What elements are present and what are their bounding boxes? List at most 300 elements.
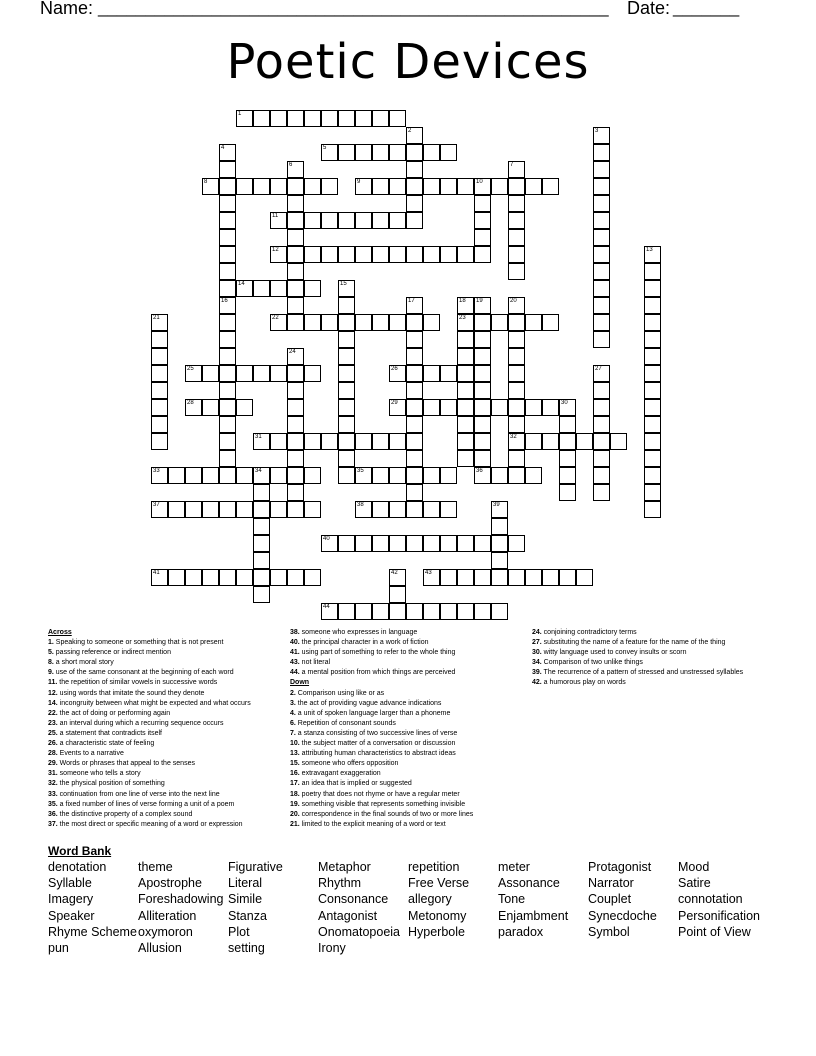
- grid-cell[interactable]: [253, 110, 270, 127]
- grid-cell[interactable]: [389, 144, 406, 161]
- grid-cell[interactable]: [406, 416, 423, 433]
- grid-cell[interactable]: [355, 467, 372, 484]
- grid-cell[interactable]: [474, 195, 491, 212]
- grid-cell[interactable]: [338, 212, 355, 229]
- grid-cell[interactable]: [440, 365, 457, 382]
- grid-cell[interactable]: [644, 297, 661, 314]
- grid-cell[interactable]: [406, 348, 423, 365]
- grid-cell[interactable]: [151, 331, 168, 348]
- grid-cell[interactable]: [253, 501, 270, 518]
- grid-cell[interactable]: [491, 178, 508, 195]
- grid-cell[interactable]: [151, 382, 168, 399]
- grid-cell[interactable]: [593, 297, 610, 314]
- grid-cell[interactable]: [508, 229, 525, 246]
- grid-cell[interactable]: [593, 433, 610, 450]
- grid-cell[interactable]: [508, 450, 525, 467]
- grid-cell[interactable]: [508, 416, 525, 433]
- grid-cell[interactable]: [287, 110, 304, 127]
- grid-cell[interactable]: [372, 433, 389, 450]
- grid-cell[interactable]: [355, 535, 372, 552]
- grid-cell[interactable]: [321, 603, 338, 620]
- name-field[interactable]: ______________________________________________________: [98, 0, 609, 17]
- grid-cell[interactable]: [508, 297, 525, 314]
- grid-cell[interactable]: [474, 212, 491, 229]
- grid-cell[interactable]: [593, 365, 610, 382]
- grid-cell[interactable]: [321, 212, 338, 229]
- grid-cell[interactable]: [644, 501, 661, 518]
- grid-cell[interactable]: [338, 365, 355, 382]
- grid-cell[interactable]: [253, 365, 270, 382]
- grid-cell[interactable]: [644, 433, 661, 450]
- grid-cell[interactable]: [542, 399, 559, 416]
- grid-cell[interactable]: [491, 518, 508, 535]
- grid-cell[interactable]: [508, 178, 525, 195]
- grid-cell[interactable]: [304, 569, 321, 586]
- grid-cell[interactable]: [219, 212, 236, 229]
- grid-cell[interactable]: [457, 348, 474, 365]
- grid-cell[interactable]: [219, 331, 236, 348]
- grid-cell[interactable]: [457, 569, 474, 586]
- grid-cell[interactable]: [304, 365, 321, 382]
- grid-cell[interactable]: [525, 467, 542, 484]
- grid-cell[interactable]: [406, 161, 423, 178]
- grid-cell[interactable]: [491, 314, 508, 331]
- grid-cell[interactable]: [355, 246, 372, 263]
- grid-cell[interactable]: [389, 467, 406, 484]
- grid-cell[interactable]: [406, 450, 423, 467]
- grid-cell[interactable]: [185, 569, 202, 586]
- grid-cell[interactable]: [491, 552, 508, 569]
- grid-cell[interactable]: [644, 484, 661, 501]
- grid-cell[interactable]: [423, 569, 440, 586]
- grid-cell[interactable]: [185, 501, 202, 518]
- grid-cell[interactable]: [372, 501, 389, 518]
- grid-cell[interactable]: [542, 314, 559, 331]
- grid-cell[interactable]: [372, 144, 389, 161]
- grid-cell[interactable]: [253, 535, 270, 552]
- grid-cell[interactable]: [389, 314, 406, 331]
- grid-cell[interactable]: [457, 178, 474, 195]
- grid-cell[interactable]: [593, 161, 610, 178]
- grid-cell[interactable]: [372, 535, 389, 552]
- grid-cell[interactable]: [270, 212, 287, 229]
- grid-cell[interactable]: [219, 399, 236, 416]
- grid-cell[interactable]: [219, 365, 236, 382]
- grid-cell[interactable]: [321, 110, 338, 127]
- grid-cell[interactable]: [542, 178, 559, 195]
- grid-cell[interactable]: [287, 246, 304, 263]
- grid-cell[interactable]: [559, 484, 576, 501]
- grid-cell[interactable]: [270, 365, 287, 382]
- grid-cell[interactable]: [423, 246, 440, 263]
- grid-cell[interactable]: [287, 348, 304, 365]
- grid-cell[interactable]: [338, 535, 355, 552]
- grid-cell[interactable]: [440, 144, 457, 161]
- grid-cell[interactable]: [525, 399, 542, 416]
- grid-cell[interactable]: [593, 280, 610, 297]
- grid-cell[interactable]: [338, 382, 355, 399]
- grid-cell[interactable]: [593, 314, 610, 331]
- grid-cell[interactable]: [423, 501, 440, 518]
- grid-cell[interactable]: [593, 127, 610, 144]
- grid-cell[interactable]: [338, 144, 355, 161]
- grid-cell[interactable]: [253, 518, 270, 535]
- grid-cell[interactable]: [508, 399, 525, 416]
- grid-cell[interactable]: [389, 399, 406, 416]
- grid-cell[interactable]: [219, 382, 236, 399]
- grid-cell[interactable]: [372, 178, 389, 195]
- grid-cell[interactable]: [287, 178, 304, 195]
- grid-cell[interactable]: [593, 263, 610, 280]
- grid-cell[interactable]: [406, 382, 423, 399]
- grid-cell[interactable]: [236, 178, 253, 195]
- grid-cell[interactable]: [457, 399, 474, 416]
- grid-cell[interactable]: [440, 399, 457, 416]
- grid-cell[interactable]: [593, 450, 610, 467]
- grid-cell[interactable]: [644, 348, 661, 365]
- grid-cell[interactable]: [321, 314, 338, 331]
- grid-cell[interactable]: [474, 178, 491, 195]
- grid-cell[interactable]: [576, 569, 593, 586]
- grid-cell[interactable]: [304, 110, 321, 127]
- grid-cell[interactable]: [508, 314, 525, 331]
- grid-cell[interactable]: [474, 348, 491, 365]
- grid-cell[interactable]: [474, 467, 491, 484]
- grid-cell[interactable]: [457, 433, 474, 450]
- grid-cell[interactable]: [389, 246, 406, 263]
- grid-cell[interactable]: [304, 178, 321, 195]
- grid-cell[interactable]: [593, 382, 610, 399]
- grid-cell[interactable]: [219, 416, 236, 433]
- grid-cell[interactable]: [253, 552, 270, 569]
- grid-cell[interactable]: [202, 399, 219, 416]
- grid-cell[interactable]: [219, 467, 236, 484]
- grid-cell[interactable]: [508, 263, 525, 280]
- grid-cell[interactable]: [270, 280, 287, 297]
- grid-cell[interactable]: [287, 263, 304, 280]
- grid-cell[interactable]: [219, 297, 236, 314]
- grid-cell[interactable]: [355, 212, 372, 229]
- grid-cell[interactable]: [202, 569, 219, 586]
- grid-cell[interactable]: [338, 297, 355, 314]
- grid-cell[interactable]: [593, 144, 610, 161]
- grid-cell[interactable]: [287, 416, 304, 433]
- grid-cell[interactable]: [321, 144, 338, 161]
- grid-cell[interactable]: [508, 467, 525, 484]
- grid-cell[interactable]: [253, 586, 270, 603]
- grid-cell[interactable]: [151, 433, 168, 450]
- grid-cell[interactable]: [168, 467, 185, 484]
- grid-cell[interactable]: [321, 246, 338, 263]
- grid-cell[interactable]: [593, 331, 610, 348]
- grid-cell[interactable]: [253, 467, 270, 484]
- grid-cell[interactable]: [372, 110, 389, 127]
- grid-cell[interactable]: [338, 314, 355, 331]
- grid-cell[interactable]: [559, 433, 576, 450]
- grid-cell[interactable]: [457, 603, 474, 620]
- grid-cell[interactable]: [338, 603, 355, 620]
- grid-cell[interactable]: [372, 212, 389, 229]
- grid-cell[interactable]: [287, 484, 304, 501]
- grid-cell[interactable]: [474, 365, 491, 382]
- grid-cell[interactable]: [491, 399, 508, 416]
- grid-cell[interactable]: [219, 229, 236, 246]
- grid-cell[interactable]: [474, 331, 491, 348]
- grid-cell[interactable]: [219, 569, 236, 586]
- grid-cell[interactable]: [338, 416, 355, 433]
- grid-cell[interactable]: [270, 314, 287, 331]
- grid-cell[interactable]: [236, 280, 253, 297]
- grid-cell[interactable]: [304, 280, 321, 297]
- grid-cell[interactable]: [372, 467, 389, 484]
- grid-cell[interactable]: [338, 246, 355, 263]
- grid-cell[interactable]: [406, 314, 423, 331]
- grid-cell[interactable]: [236, 467, 253, 484]
- grid-cell[interactable]: [287, 433, 304, 450]
- grid-cell[interactable]: [304, 314, 321, 331]
- grid-cell[interactable]: [559, 399, 576, 416]
- grid-cell[interactable]: [321, 535, 338, 552]
- grid-cell[interactable]: [270, 110, 287, 127]
- grid-cell[interactable]: [338, 450, 355, 467]
- grid-cell[interactable]: [151, 314, 168, 331]
- grid-cell[interactable]: [185, 399, 202, 416]
- grid-cell[interactable]: [474, 416, 491, 433]
- grid-cell[interactable]: [219, 263, 236, 280]
- grid-cell[interactable]: [270, 501, 287, 518]
- grid-cell[interactable]: [593, 246, 610, 263]
- grid-cell[interactable]: [406, 433, 423, 450]
- grid-cell[interactable]: [644, 450, 661, 467]
- grid-cell[interactable]: [338, 331, 355, 348]
- grid-cell[interactable]: [270, 467, 287, 484]
- grid-cell[interactable]: [287, 314, 304, 331]
- grid-cell[interactable]: [219, 450, 236, 467]
- grid-cell[interactable]: [542, 433, 559, 450]
- grid-cell[interactable]: [253, 433, 270, 450]
- grid-cell[interactable]: [406, 399, 423, 416]
- grid-cell[interactable]: [389, 586, 406, 603]
- grid-cell[interactable]: [644, 416, 661, 433]
- grid-cell[interactable]: [372, 603, 389, 620]
- grid-cell[interactable]: [219, 195, 236, 212]
- grid-cell[interactable]: [525, 314, 542, 331]
- grid-cell[interactable]: [423, 467, 440, 484]
- grid-cell[interactable]: [389, 603, 406, 620]
- grid-cell[interactable]: [491, 603, 508, 620]
- grid-cell[interactable]: [542, 569, 559, 586]
- grid-cell[interactable]: [270, 178, 287, 195]
- grid-cell[interactable]: [474, 569, 491, 586]
- grid-cell[interactable]: [168, 501, 185, 518]
- grid-cell[interactable]: [389, 212, 406, 229]
- grid-cell[interactable]: [406, 603, 423, 620]
- grid-cell[interactable]: [219, 178, 236, 195]
- grid-cell[interactable]: [219, 144, 236, 161]
- grid-cell[interactable]: [406, 365, 423, 382]
- grid-cell[interactable]: [423, 314, 440, 331]
- grid-cell[interactable]: [644, 365, 661, 382]
- grid-cell[interactable]: [593, 212, 610, 229]
- grid-cell[interactable]: [151, 348, 168, 365]
- grid-cell[interactable]: [372, 246, 389, 263]
- grid-cell[interactable]: [236, 399, 253, 416]
- grid-cell[interactable]: [287, 280, 304, 297]
- grid-cell[interactable]: [253, 484, 270, 501]
- grid-cell[interactable]: [508, 348, 525, 365]
- grid-cell[interactable]: [355, 314, 372, 331]
- grid-cell[interactable]: [389, 501, 406, 518]
- grid-cell[interactable]: [508, 382, 525, 399]
- grid-cell[interactable]: [355, 433, 372, 450]
- grid-cell[interactable]: [423, 365, 440, 382]
- grid-cell[interactable]: [508, 433, 525, 450]
- grid-cell[interactable]: [525, 569, 542, 586]
- grid-cell[interactable]: [389, 535, 406, 552]
- grid-cell[interactable]: [508, 569, 525, 586]
- grid-cell[interactable]: [474, 229, 491, 246]
- grid-cell[interactable]: [406, 178, 423, 195]
- grid-cell[interactable]: [593, 399, 610, 416]
- grid-cell[interactable]: [423, 178, 440, 195]
- grid-cell[interactable]: [219, 246, 236, 263]
- grid-cell[interactable]: [644, 331, 661, 348]
- grid-cell[interactable]: [219, 348, 236, 365]
- grid-cell[interactable]: [457, 416, 474, 433]
- grid-cell[interactable]: [474, 382, 491, 399]
- grid-cell[interactable]: [287, 467, 304, 484]
- grid-cell[interactable]: [508, 161, 525, 178]
- grid-cell[interactable]: [270, 246, 287, 263]
- grid-cell[interactable]: [406, 297, 423, 314]
- grid-cell[interactable]: [406, 144, 423, 161]
- grid-cell[interactable]: [559, 467, 576, 484]
- grid-cell[interactable]: [457, 314, 474, 331]
- grid-cell[interactable]: [338, 110, 355, 127]
- grid-cell[interactable]: [644, 246, 661, 263]
- grid-cell[interactable]: [644, 399, 661, 416]
- grid-cell[interactable]: [508, 331, 525, 348]
- grid-cell[interactable]: [219, 280, 236, 297]
- grid-cell[interactable]: [185, 467, 202, 484]
- grid-cell[interactable]: [389, 433, 406, 450]
- grid-cell[interactable]: [355, 110, 372, 127]
- grid-cell[interactable]: [338, 348, 355, 365]
- grid-cell[interactable]: [151, 467, 168, 484]
- grid-cell[interactable]: [338, 399, 355, 416]
- grid-cell[interactable]: [593, 484, 610, 501]
- grid-cell[interactable]: [253, 280, 270, 297]
- grid-cell[interactable]: [559, 416, 576, 433]
- grid-cell[interactable]: [406, 535, 423, 552]
- grid-cell[interactable]: [151, 569, 168, 586]
- grid-cell[interactable]: [593, 467, 610, 484]
- grid-cell[interactable]: [151, 365, 168, 382]
- grid-cell[interactable]: [406, 212, 423, 229]
- grid-cell[interactable]: [576, 433, 593, 450]
- grid-cell[interactable]: [219, 501, 236, 518]
- grid-cell[interactable]: [236, 365, 253, 382]
- grid-cell[interactable]: [644, 382, 661, 399]
- grid-cell[interactable]: [202, 467, 219, 484]
- grid-cell[interactable]: [202, 365, 219, 382]
- grid-cell[interactable]: [219, 433, 236, 450]
- grid-cell[interactable]: [389, 365, 406, 382]
- grid-cell[interactable]: [423, 535, 440, 552]
- grid-cell[interactable]: [440, 501, 457, 518]
- grid-cell[interactable]: [202, 178, 219, 195]
- grid-cell[interactable]: [406, 127, 423, 144]
- grid-cell[interactable]: [474, 297, 491, 314]
- grid-cell[interactable]: [508, 212, 525, 229]
- grid-cell[interactable]: [304, 212, 321, 229]
- grid-cell[interactable]: [474, 450, 491, 467]
- grid-cell[interactable]: [440, 569, 457, 586]
- grid-cell[interactable]: [355, 178, 372, 195]
- grid-cell[interactable]: [287, 450, 304, 467]
- grid-cell[interactable]: [593, 178, 610, 195]
- grid-cell[interactable]: [287, 399, 304, 416]
- grid-cell[interactable]: [287, 501, 304, 518]
- grid-cell[interactable]: [440, 246, 457, 263]
- grid-cell[interactable]: [457, 365, 474, 382]
- grid-cell[interactable]: [355, 144, 372, 161]
- grid-cell[interactable]: [406, 501, 423, 518]
- grid-cell[interactable]: [593, 416, 610, 433]
- grid-cell[interactable]: [253, 569, 270, 586]
- grid-cell[interactable]: [508, 365, 525, 382]
- grid-cell[interactable]: [508, 535, 525, 552]
- grid-cell[interactable]: [236, 501, 253, 518]
- grid-cell[interactable]: [508, 195, 525, 212]
- grid-cell[interactable]: [151, 501, 168, 518]
- grid-cell[interactable]: [321, 433, 338, 450]
- grid-cell[interactable]: [423, 399, 440, 416]
- grid-cell[interactable]: [287, 297, 304, 314]
- grid-cell[interactable]: [406, 331, 423, 348]
- grid-cell[interactable]: [644, 263, 661, 280]
- grid-cell[interactable]: [321, 178, 338, 195]
- grid-cell[interactable]: [457, 382, 474, 399]
- grid-cell[interactable]: [304, 467, 321, 484]
- grid-cell[interactable]: [457, 246, 474, 263]
- grid-cell[interactable]: [355, 603, 372, 620]
- grid-cell[interactable]: [593, 229, 610, 246]
- grid-cell[interactable]: [202, 501, 219, 518]
- grid-cell[interactable]: [508, 246, 525, 263]
- grid-cell[interactable]: [236, 569, 253, 586]
- date-field[interactable]: _______: [673, 0, 740, 17]
- grid-cell[interactable]: [525, 178, 542, 195]
- grid-cell[interactable]: [593, 195, 610, 212]
- grid-cell[interactable]: [406, 467, 423, 484]
- grid-cell[interactable]: [457, 297, 474, 314]
- grid-cell[interactable]: [440, 178, 457, 195]
- grid-cell[interactable]: [236, 110, 253, 127]
- grid-cell[interactable]: [151, 416, 168, 433]
- grid-cell[interactable]: [151, 399, 168, 416]
- grid-cell[interactable]: [474, 603, 491, 620]
- grid-cell[interactable]: [389, 569, 406, 586]
- grid-cell[interactable]: [389, 110, 406, 127]
- grid-cell[interactable]: [287, 212, 304, 229]
- grid-cell[interactable]: [287, 365, 304, 382]
- grid-cell[interactable]: [372, 314, 389, 331]
- grid-cell[interactable]: [338, 433, 355, 450]
- grid-cell[interactable]: [270, 433, 287, 450]
- grid-cell[interactable]: [491, 569, 508, 586]
- grid-cell[interactable]: [304, 433, 321, 450]
